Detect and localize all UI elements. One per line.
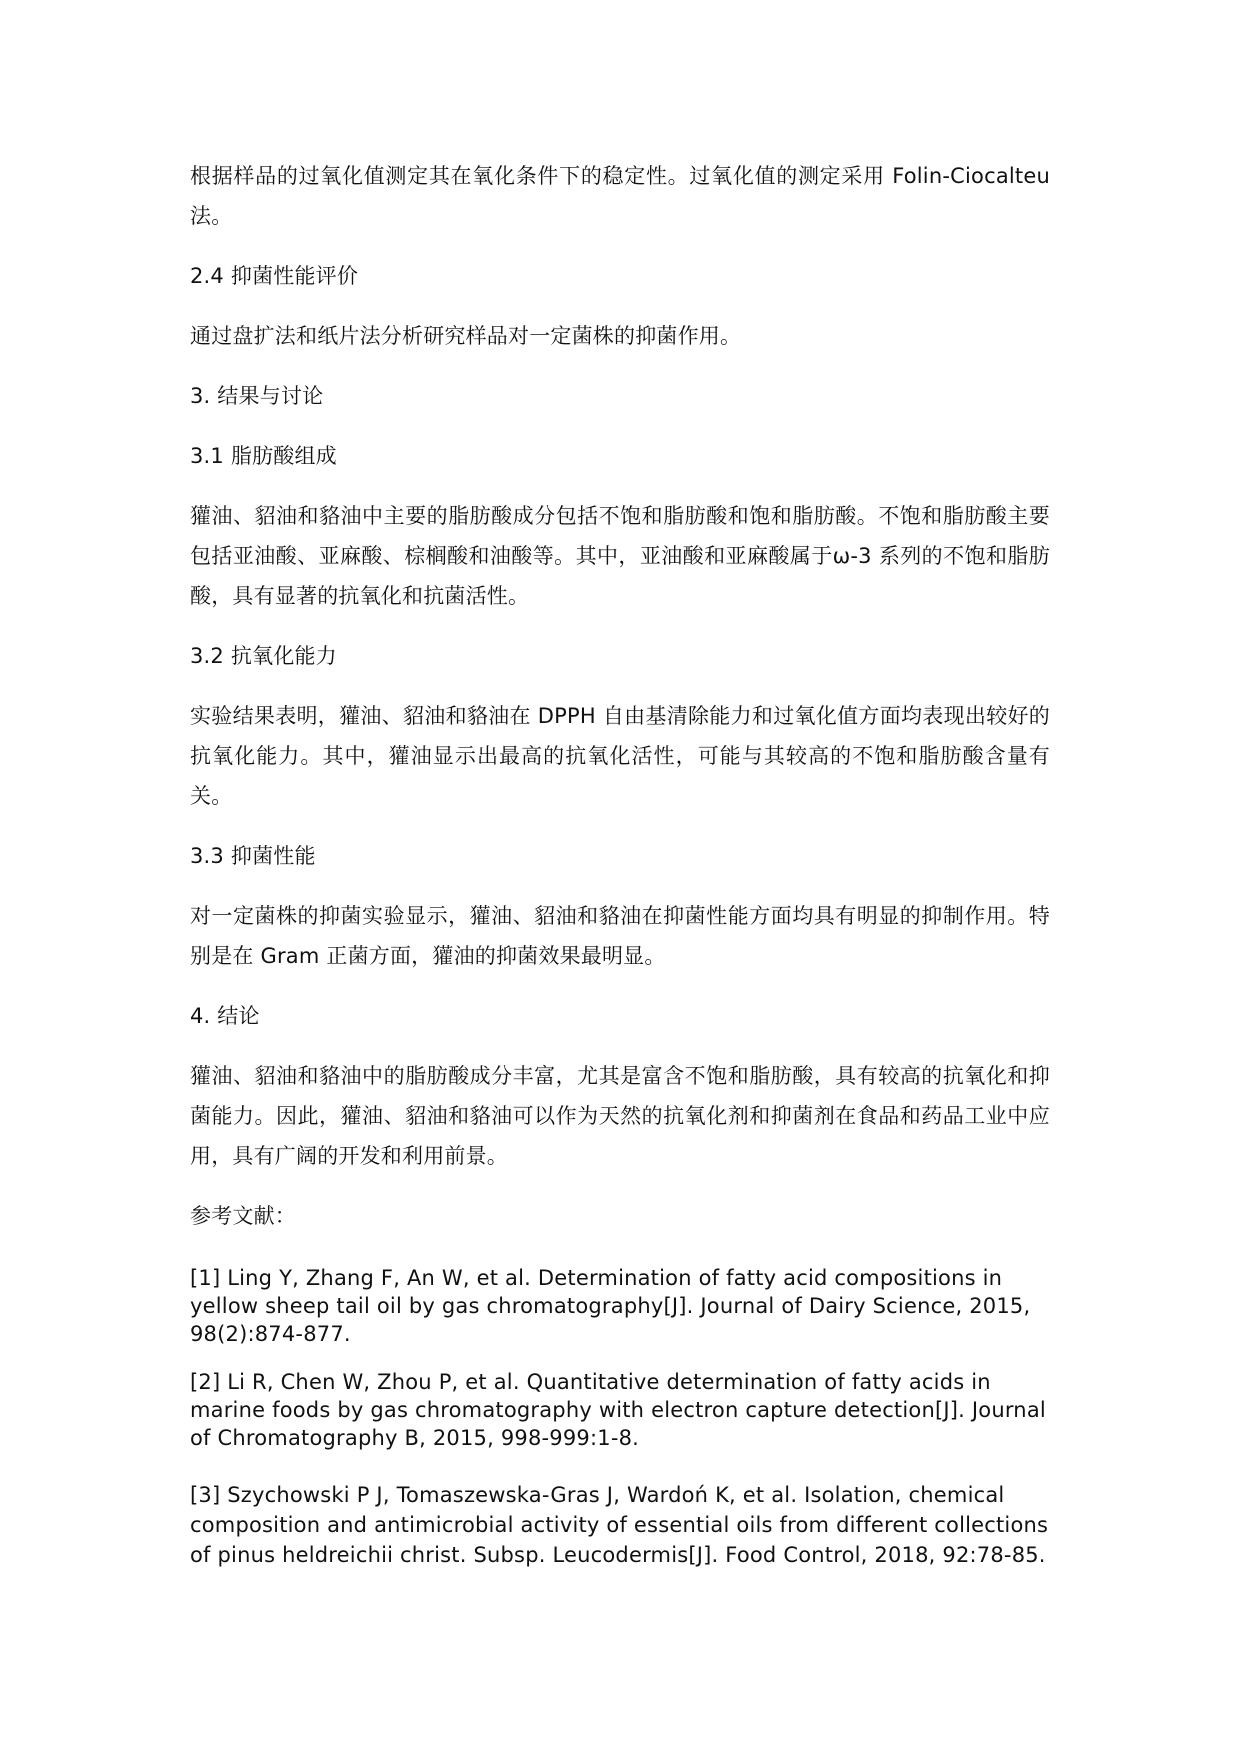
- paragraph-antibacterial-method: 通过盘扩法和纸片法分析研究样品对一定菌株的抑菌作用。: [190, 324, 742, 348]
- section-heading-3-2: 3.2 抗氧化能力: [190, 644, 337, 668]
- paragraph-conclusion: 獾油、貂油和貉油中的脂肪酸成分丰富，尤其是富含不饱和脂肪酸，具有较高的抗氧化和抑菌能力。因此，獾油、貂油和貉油可以作为天然的抗氧化剂和抑菌剂在食品和药品工业中应用，具有广阔的开发和利用前景。: [190, 1064, 1050, 1168]
- section-heading-3-3: 3.3 抑菌性能: [190, 844, 316, 868]
- reference-item: [1] Ling Y, Zhang F, An W, et al. Determination of fatty acid compositions in yellow sheep tail oil by gas chromatography[J]. Journal of Dairy Science, 2015, 98(2):874-877.: [190, 1266, 1031, 1346]
- section-heading-3: 3. 结果与讨论: [190, 384, 324, 408]
- paragraph-peroxide-method: 根据样品的过氧化值测定其在氧化条件下的稳定性。过氧化值的测定采用 Folin-Ciocalteu 法。: [190, 164, 1050, 228]
- section-heading-2-4: 2.4 抑菌性能评价: [190, 264, 359, 288]
- paragraph-antioxidant-results: 实验结果表明，獾油、貂油和貉油在 DPPH 自由基清除能力和过氧化值方面均表现出较好的抗氧化能力。其中，獾油显示出最高的抗氧化活性，可能与其较高的不饱和脂肪酸含量有关。: [190, 704, 1050, 808]
- reference-item: [3] Szychowski P J, Tomaszewska-Gras J, Wardoń K, et al. Isolation, chemical composition and antimicrobial activity of essential oils from different collections of pinus heldreichii christ. Subsp. Leucodermis[J]. Food Control, 2018, 92:78-85.: [190, 1483, 1049, 1567]
- reference-item: [2] Li R, Chen W, Zhou P, et al. Quantitative determination of fatty acids in marine foods by gas chromatography with electron capture detection[J]. Journal of Chromatography B, 2015, 998-999:1-8.: [190, 1370, 1046, 1450]
- paragraph-fatty-acid-composition: 獾油、貂油和貉油中主要的脂肪酸成分包括不饱和脂肪酸和饱和脂肪酸。不饱和脂肪酸主要包括亚油酸、亚麻酸、棕榈酸和油酸等。其中，亚油酸和亚麻酸属于ω-3 系列的不饱和脂肪酸，具有显著的抗氧化和抗菌活性。: [190, 504, 1050, 608]
- document-body: [190, 156, 1050, 1570]
- paragraph-antibacterial-results: 对一定菌株的抑菌实验显示，獾油、貂油和貉油在抑菌性能方面均具有明显的抑制作用。特别是在 Gram 正菌方面，獾油的抑菌效果最明显。: [190, 904, 1050, 968]
- references-title: 参考文献：: [190, 1204, 296, 1228]
- section-heading-4: 4. 结论: [190, 1004, 260, 1028]
- section-heading-3-1: 3.1 脂肪酸组成: [190, 444, 337, 468]
